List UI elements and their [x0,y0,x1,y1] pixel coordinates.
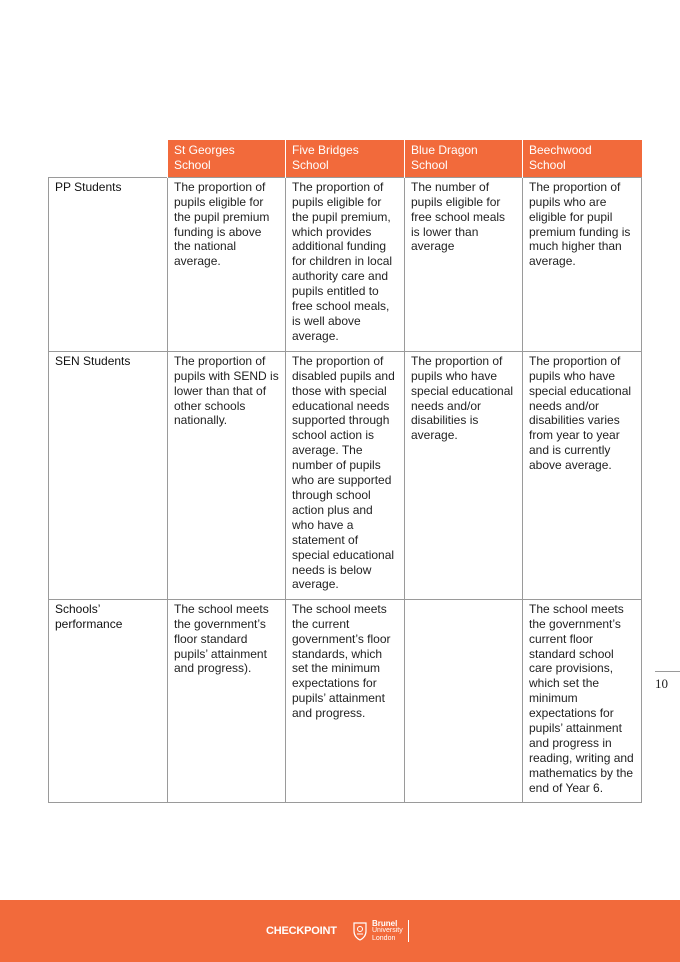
table-cell: The number of pupils eligible for free school meals is lower than average [405,177,523,351]
header-corner [49,140,168,177]
table-cell: The proportion of pupils who have special educational needs and/or disabilities varies from year to year and is currently above average. [523,351,642,599]
table-cell: The proportion of pupils eligible for the pupil premium funding is above the national average. [168,177,286,351]
header-st-georges: St Georges School [168,140,286,177]
header-beechwood: Beechwood School [523,140,642,177]
brunel-logo-text [372,920,409,943]
table-cell: The school meets the current government’s floor standards, which set the minimum expectations for pupils’ attainment and progress. [286,599,405,802]
row-label-sen: SEN Students [49,351,168,599]
comparison-table [48,140,642,803]
brunel-logo-line1: Brunel [372,918,398,928]
crest-icon [352,921,368,941]
header-row [49,140,642,177]
row-label-performance: Schools’ performance [49,599,168,802]
brunel-logo [352,918,409,944]
table-cell: The proportion of disabled pupils and those with special educational needs supported through school action is average. The number of pupils who are supported through school action plus and who have a statement of special educational needs is below average. [286,351,405,599]
brunel-logo-line2: University [372,927,403,935]
table-cell: The proportion of pupils eligible for the pupil premium, which provides additional funding for children in local authority care and pupils entitled to free school meals, is well above average. [286,177,405,351]
table-row [49,177,642,351]
table-cell: The proportion of pupils who are eligible for pupil premium funding is much higher than average. [523,177,642,351]
footer-bar [0,900,680,962]
header-five-bridges: Five Bridges School [286,140,405,177]
table-cell: The school meets the government’s floor standard pupils’ attainment and progress). [168,599,286,802]
header-blue-dragon: Blue Dragon School [405,140,523,177]
table-cell: The proportion of pupils who have special educational needs and/or disabilities is average. [405,351,523,599]
table-cell [405,599,523,802]
table-row [49,599,642,802]
table-cell: The proportion of pupils with SEND is lower than that of other schools nationally. [168,351,286,599]
table-cell: The school meets the government’s current floor standard school care provisions, which set the minimum expectations for pupils’ attainment and progress in reading, writing and mathematics by the end of Year 6. [523,599,642,802]
row-label-pp: PP Students [49,177,168,351]
brunel-logo-line3: London [372,934,396,942]
table-row [49,351,642,599]
checkpoint-logo: CHECKPOINT [266,925,337,937]
page-number: 10 [655,671,680,692]
